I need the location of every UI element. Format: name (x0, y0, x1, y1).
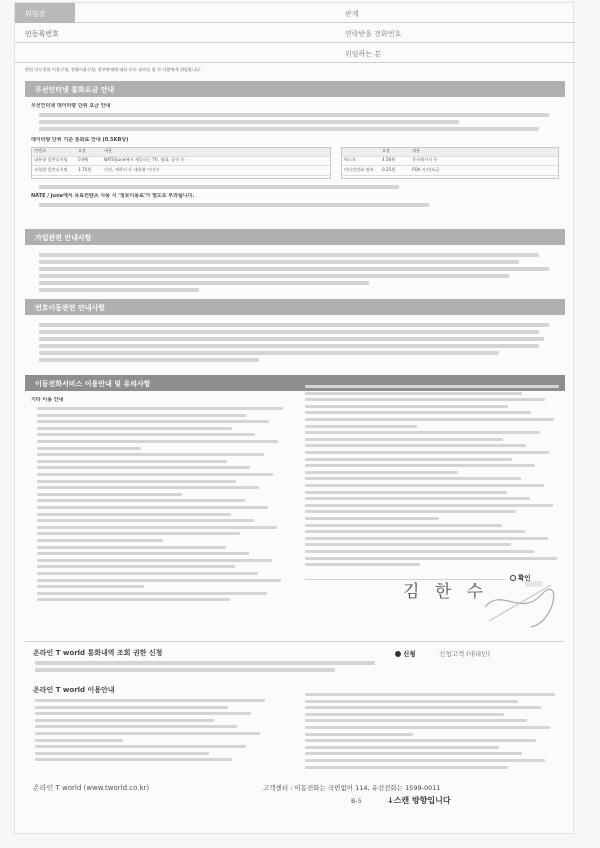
fine-print-line (37, 493, 182, 496)
fine-print-line (305, 739, 536, 742)
fine-print-line (305, 557, 557, 560)
fine-print-line (305, 530, 525, 533)
tworld-guide-title: 온라인 T world 이용안내 (33, 686, 115, 694)
fine-print-line (37, 546, 226, 549)
table-row: 텍스트 4.56원 문자메시지 등 (342, 157, 558, 166)
section-title: 이동전화서비스 이용안내 및 유의사항 (25, 375, 565, 391)
relation-label: 관계 (345, 10, 359, 18)
fine-print-line (37, 526, 277, 529)
fine-print-line (37, 592, 267, 595)
fine-print-line (305, 431, 540, 434)
fine-print-line (35, 725, 237, 728)
fine-print-line (37, 519, 254, 522)
table-header: 요율 (78, 148, 87, 153)
wireless-subtitle-1: 무선인터넷 데이터량 단위 요금 안내 (31, 103, 111, 109)
section-title: 번호이동관련 안내사항 (25, 299, 565, 315)
fine-print-line (305, 759, 545, 762)
fine-print-line (305, 752, 522, 755)
guide-right-column (305, 693, 555, 773)
fine-print-line (305, 471, 458, 474)
fine-print-line (305, 733, 413, 736)
fine-print-line (35, 745, 246, 748)
tworld-site-link[interactable]: 온라인 T world (www.tworld.co.kr) (33, 784, 150, 792)
table-row: 인터넷전화 정보 0.25원 PDA 사진/요금 (342, 167, 558, 176)
terms-left-column (37, 407, 283, 607)
fine-print-line (305, 726, 550, 729)
fine-print-line (305, 385, 559, 388)
fine-print-line (305, 411, 531, 414)
fine-print-line (305, 719, 527, 722)
fine-print-line (37, 473, 273, 476)
fine-print-line (305, 517, 439, 520)
form-row-1 (15, 3, 575, 23)
fine-print-line (37, 499, 245, 502)
customer-center: 고객센터 : 이동전화는 국번없이 114, 유선전화는 1599-0011 (263, 784, 441, 792)
fine-print-line (305, 451, 549, 454)
apply-proxy-label: 신청고객 (대리인) (439, 650, 491, 658)
fine-print-line (37, 559, 272, 562)
fine-print-line (37, 447, 141, 450)
form-row-2 (15, 23, 575, 43)
fine-print-line (35, 732, 260, 735)
delegation-form (15, 3, 575, 72)
fine-print-line (37, 506, 268, 509)
fine-print-line (37, 414, 246, 417)
terms-subtitle: 기타 이용 안내 (31, 397, 64, 403)
fine-print-line (35, 739, 123, 742)
fine-print-line (35, 712, 251, 715)
form-row-3 (15, 43, 575, 63)
table-header: 내용 (104, 148, 113, 153)
fine-print-line (37, 539, 163, 542)
apply-radio[interactable]: 신청 (395, 649, 416, 658)
fine-print-line (305, 497, 530, 500)
fine-print-line (305, 693, 555, 696)
fine-print-line (305, 464, 535, 467)
delegator-label: 위임하는 분 (345, 50, 382, 58)
document-sheet (14, 2, 574, 834)
fine-print-line (37, 579, 281, 582)
fine-print-line (305, 746, 499, 749)
delegation-notice: 한편 이동전화 이용신청, 전화이용신청, 할부판매에 대한 모든 권리를 위 자 사람에게 위임합니다. (25, 67, 202, 72)
fine-print-line (305, 700, 518, 703)
fine-print-line (37, 466, 250, 469)
page-number: B-5 (351, 797, 362, 805)
section-title: 가입관련 안내사항 (25, 229, 565, 245)
fine-print-line (37, 433, 255, 436)
fine-print-line (37, 486, 259, 489)
wireless-subtitle-2: 데이터량 단위 기준 통화료 안내 (0.5KB당) (31, 137, 129, 143)
fine-print-line (305, 713, 504, 716)
arrow-down-icon: ↓ (387, 796, 394, 805)
fine-print-line (305, 510, 516, 513)
fine-print-line (305, 477, 521, 480)
fine-print-line (37, 440, 278, 443)
fine-print-line (35, 706, 228, 709)
fine-print-line (35, 758, 232, 761)
fine-print-line (305, 504, 553, 507)
fine-print-line (37, 572, 258, 575)
fine-print-line (35, 719, 214, 722)
fine-print-line (35, 752, 209, 755)
signature-scribble-icon (481, 577, 561, 633)
tworld-query-title: 온라인 T world 통화내역 조회 권한 신청 (33, 649, 163, 657)
table-row: 대용량 일반디지털 0.9원 NATE/June에서 제공되는 TV, 영화, 음악 등 (32, 157, 330, 166)
id-number-label: 인등록번호 (25, 30, 59, 38)
fine-print-line (37, 565, 235, 568)
fine-print-line (37, 480, 236, 483)
confirm-radio-icon (510, 575, 516, 581)
contact-phone-label: 연락받을 전화번호 (345, 30, 402, 38)
guide-left-column (35, 699, 275, 769)
fine-print-line (305, 550, 534, 553)
fine-print-line (305, 537, 548, 540)
fine-print-line (37, 407, 283, 410)
fine-print-line (305, 491, 507, 494)
fine-print-line (305, 418, 554, 421)
fee-table-left (31, 147, 331, 179)
table-header: 컨텐츠 (34, 148, 47, 153)
fine-print-line (305, 706, 541, 709)
fee-table-right: 요율 내용 텍스트 4.56원 문자메시지 등 인터넷전화 정보 0.25원 PDA 사진/요금 (341, 147, 559, 179)
terms-right-column (305, 385, 559, 575)
corner-label: 위임장 (15, 3, 75, 23)
fine-print-line (305, 458, 512, 461)
fine-print-line (305, 438, 503, 441)
fine-print-line (37, 513, 231, 516)
fine-print-line (305, 425, 417, 428)
wireless-fee-section (25, 81, 565, 199)
fine-print-line (305, 444, 526, 447)
fine-print-line (37, 585, 144, 588)
customer-signature: 김 한 수 (403, 582, 489, 602)
number-portability-section (25, 299, 565, 315)
fine-print-line (37, 532, 240, 535)
fine-print-line (305, 392, 522, 395)
fine-print-line (305, 524, 502, 527)
fine-print-line (305, 543, 511, 546)
fine-print-line (37, 427, 232, 430)
fine-print-line (35, 699, 265, 702)
table-row: 소형량 일반디지털 1.75원 사진, 캐릭터 등 대용량 이미지 (32, 167, 330, 176)
fine-print-line (305, 484, 544, 487)
radio-checked-icon (395, 651, 401, 657)
fine-print-line (305, 398, 545, 401)
fine-print-line (37, 598, 230, 601)
wireless-subtitle-3: NATE / june에서 유료컨텐츠 사용 시 '정보이용료'가 별도로 부과됩니다. (31, 193, 195, 199)
fine-print-line (37, 453, 264, 456)
confirm-checkbox[interactable]: 확인 (510, 573, 531, 582)
section-title: 무선인터넷 통화요금 안내 (25, 81, 565, 97)
fine-print-line (305, 563, 420, 566)
fine-print-line (305, 766, 508, 769)
scan-direction: ↓스캔 방향입니다 (387, 796, 451, 805)
fine-print-line (37, 460, 227, 463)
fine-print-line (305, 405, 508, 408)
subscribe-section (25, 229, 565, 245)
page-footer (15, 784, 575, 835)
fine-print-line (37, 552, 249, 555)
fine-print-line (37, 420, 269, 423)
